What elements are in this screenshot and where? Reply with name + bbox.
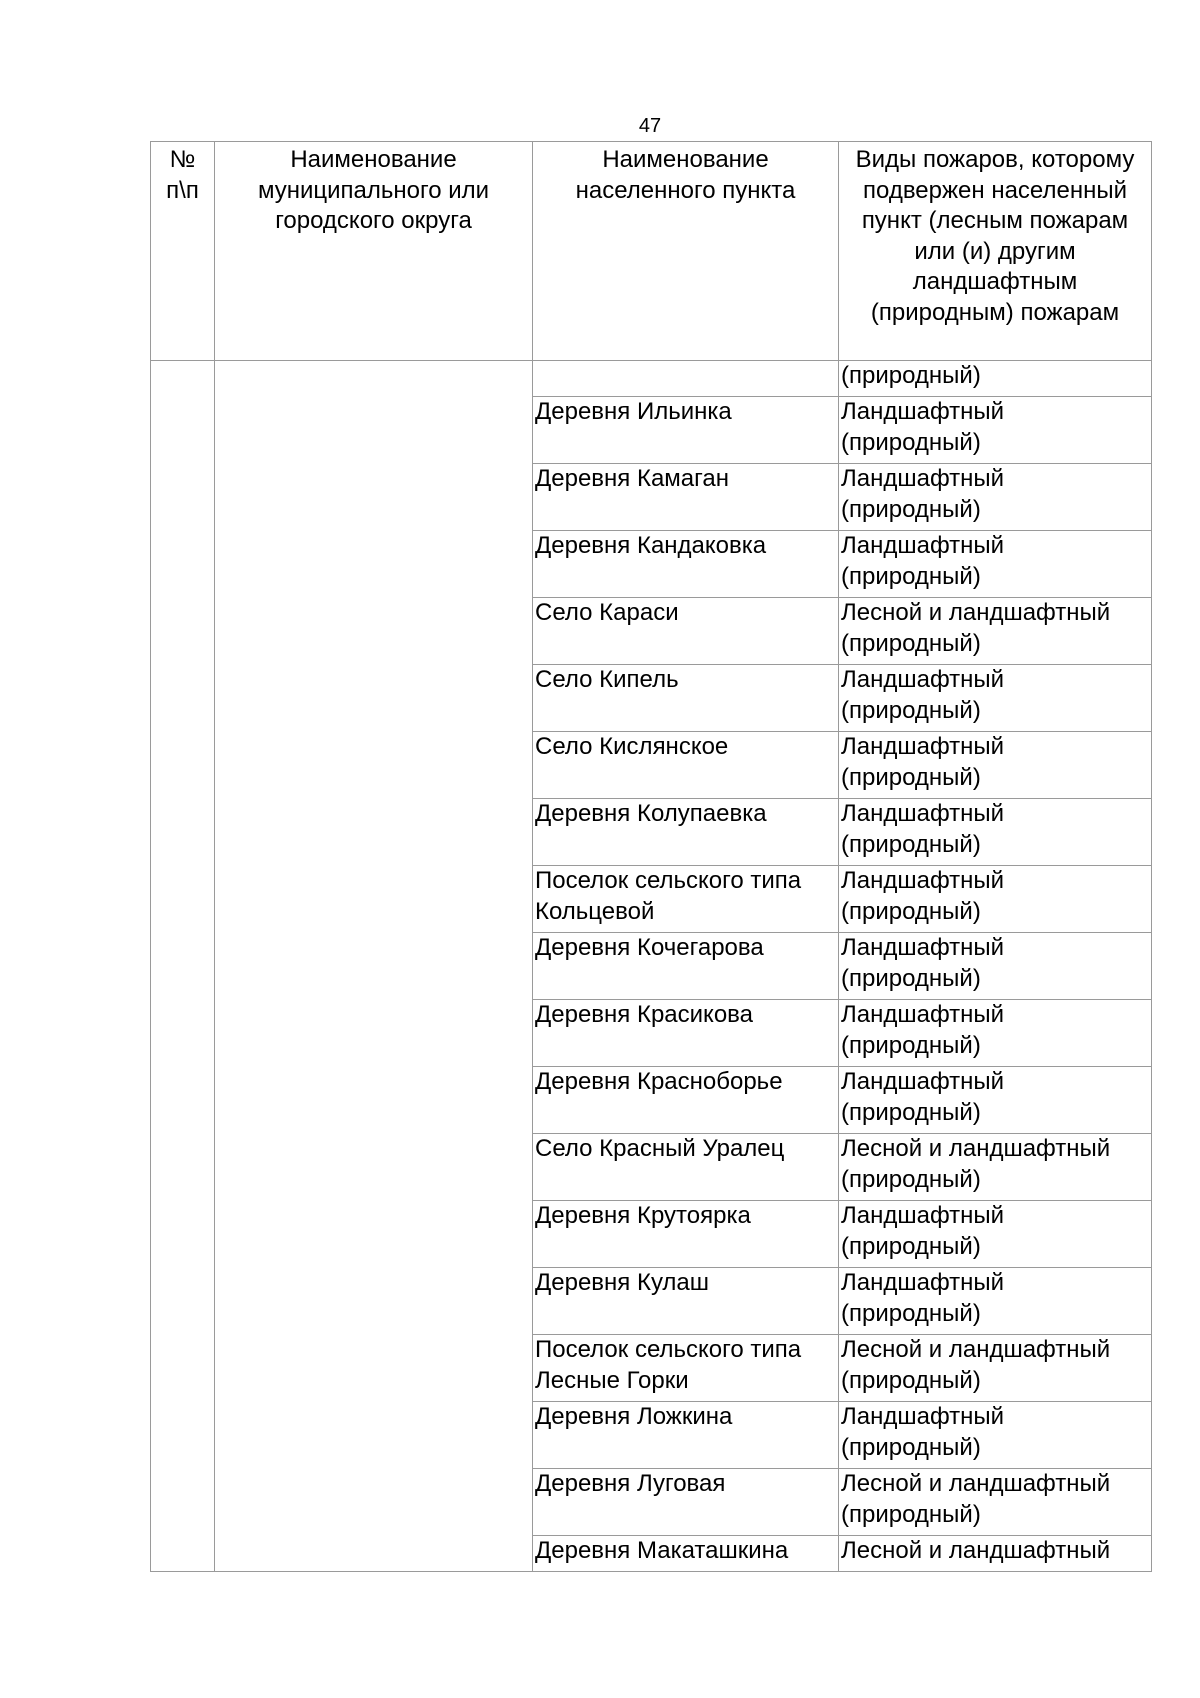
settlement-cell: Деревня Кандаковка [533,531,839,598]
settlement-cell: Деревня Колупаевка [533,799,839,866]
settlement-cell: Деревня Ложкина [533,1402,839,1469]
settlement-cell: Деревня Красикова [533,1000,839,1067]
header-number: № п\п [151,142,215,361]
settlement-cell: Деревня Макаташкина [533,1536,839,1572]
fire-type-cell: Ландшафтный (природный) [839,397,1152,464]
header-settlement: Наименование населенного пункта [533,142,839,361]
fire-type-cell: (природный) [839,361,1152,397]
page-number: 47 [638,115,662,137]
settlements-table [150,141,1152,1572]
fire-type-cell: Лесной и ландшафтный (природный) [839,598,1152,665]
fire-type-cell: Ландшафтный (природный) [839,799,1152,866]
fire-type-cell: Ландшафтный (природный) [839,665,1152,732]
fire-type-cell: Ландшафтный (природный) [839,1268,1152,1335]
fire-type-cell: Лесной и ландшафтный [839,1536,1152,1572]
table-row [151,361,1152,397]
fire-type-cell: Ландшафтный (природный) [839,464,1152,531]
fire-type-cell: Ландшафтный (природный) [839,1402,1152,1469]
header-municipality: Наименование муниципального или городского округа [215,142,533,361]
header-fire-types: Виды пожаров, которому подвержен населенный пункт (лесным пожарам или (и) другим ландшафтным (природным) пожарам [839,142,1152,361]
municipality-cell [215,361,533,1572]
settlement-cell: Поселок сельского типа Кольцевой [533,866,839,933]
fire-type-cell: Лесной и ландшафтный (природный) [839,1134,1152,1201]
settlement-cell: Деревня Кулаш [533,1268,839,1335]
fire-type-cell: Ландшафтный (природный) [839,1201,1152,1268]
settlement-cell: Деревня Камаган [533,464,839,531]
settlement-cell: Поселок сельского типа Лесные Горки [533,1335,839,1402]
fire-type-cell: Ландшафтный (природный) [839,1000,1152,1067]
settlement-cell: Село Кислянское [533,732,839,799]
fire-type-cell: Ландшафтный (природный) [839,732,1152,799]
table-header-row [151,142,1152,361]
number-cell [151,361,215,1572]
fire-type-cell: Лесной и ландшафтный (природный) [839,1335,1152,1402]
settlement-cell: Деревня Луговая [533,1469,839,1536]
fire-type-cell: Ландшафтный (природный) [839,531,1152,598]
settlement-cell: Деревня Кочегарова [533,933,839,1000]
settlement-cell: Деревня Крутоярка [533,1201,839,1268]
settlement-cell: Село Караси [533,598,839,665]
settlement-cell: Деревня Красноборье [533,1067,839,1134]
settlement-cell: Село Красный Уралец [533,1134,839,1201]
settlement-cell: Село Кипель [533,665,839,732]
fire-type-cell: Лесной и ландшафтный (природный) [839,1469,1152,1536]
fire-type-cell: Ландшафтный (природный) [839,866,1152,933]
fire-type-cell: Ландшафтный (природный) [839,933,1152,1000]
fire-type-cell: Ландшафтный (природный) [839,1067,1152,1134]
settlement-cell [533,361,839,397]
settlement-cell: Деревня Ильинка [533,397,839,464]
